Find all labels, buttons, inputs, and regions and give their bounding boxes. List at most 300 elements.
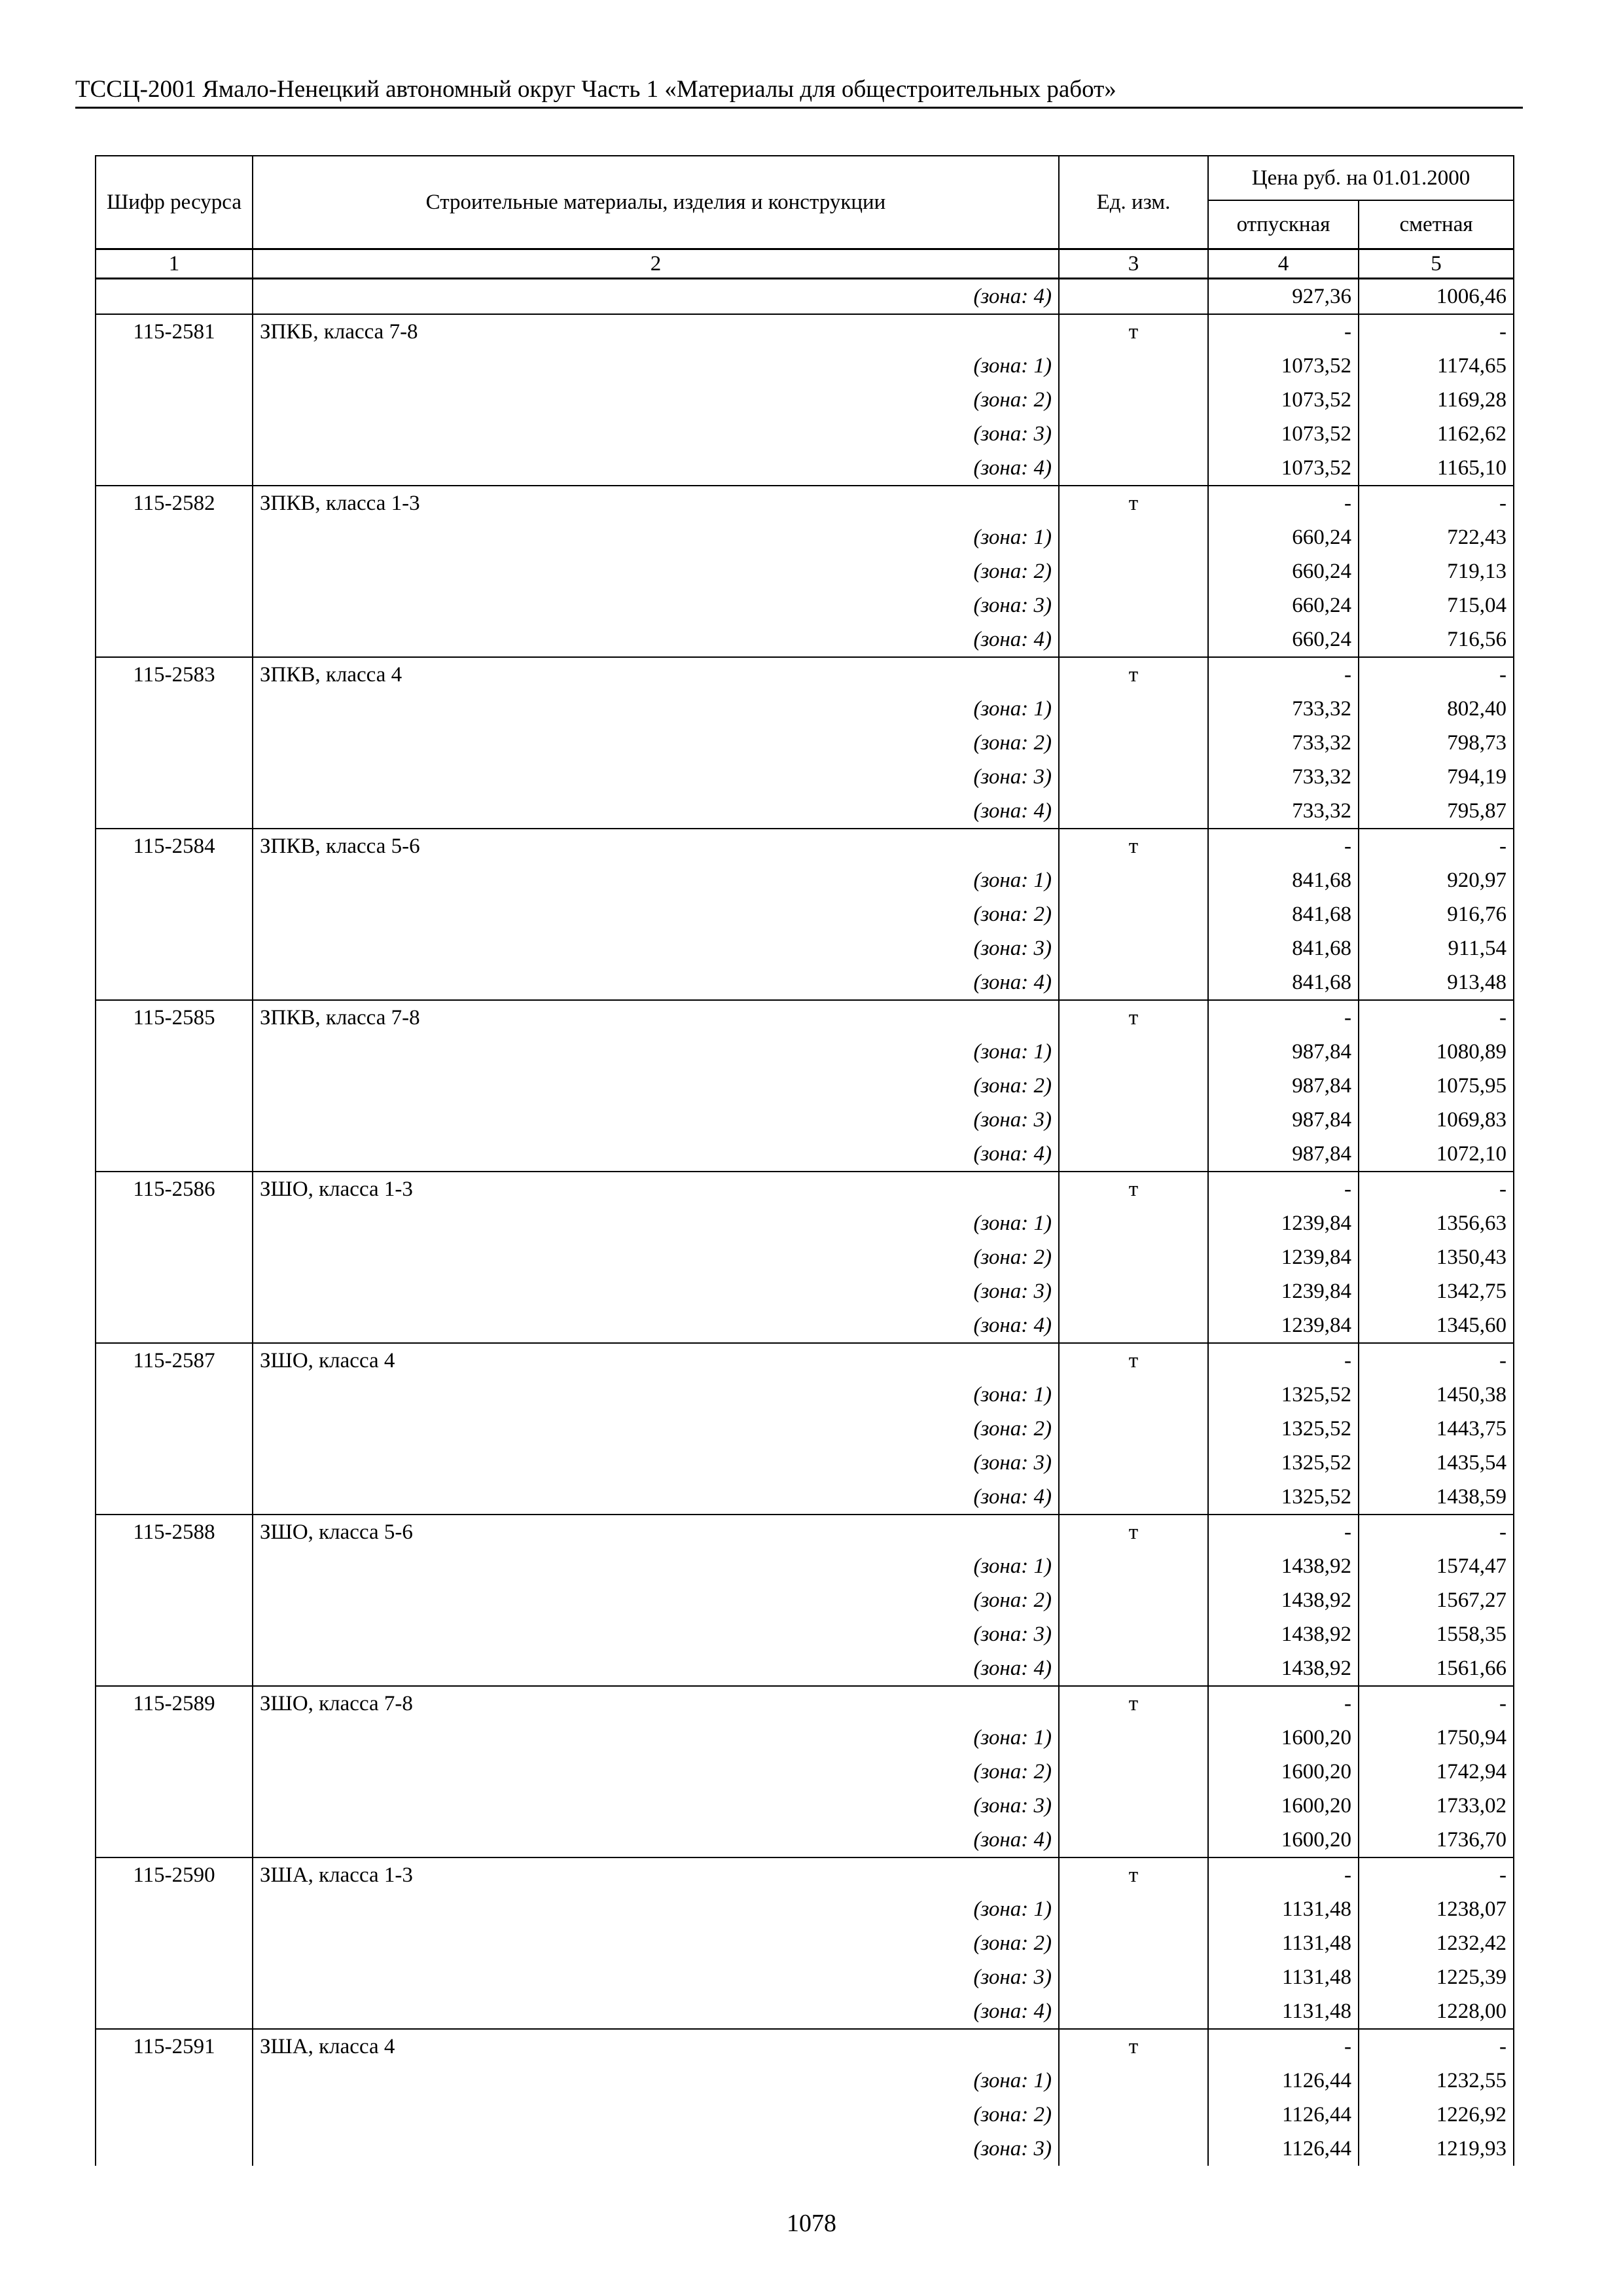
empty-code-cell	[96, 965, 253, 1000]
continuation-code-cell	[96, 279, 253, 315]
zone-row	[96, 726, 1514, 760]
zone-estimate-price: 1162,62	[1359, 417, 1514, 451]
zone-estimate-price: 911,54	[1359, 931, 1514, 965]
resource-code: 115-2588	[96, 1515, 253, 1549]
zone-label: (зона: 1)	[253, 1206, 1059, 1240]
unit-cell: т	[1059, 657, 1208, 692]
zone-release-price: 1600,20	[1208, 1789, 1359, 1823]
zone-estimate-price: 1342,75	[1359, 1274, 1514, 1308]
zone-estimate-price: 1174,65	[1359, 349, 1514, 383]
empty-unit-cell	[1059, 1617, 1208, 1651]
zone-estimate-price: 1733,02	[1359, 1789, 1514, 1823]
empty-unit-cell	[1059, 1480, 1208, 1515]
estimate-price: -	[1359, 1857, 1514, 1892]
estimate-price: -	[1359, 1000, 1514, 1035]
empty-unit-cell	[1059, 1035, 1208, 1069]
zone-label: (зона: 2)	[253, 1240, 1059, 1274]
zone-label: (зона: 2)	[253, 1069, 1059, 1103]
empty-code-cell	[96, 1035, 253, 1069]
unit-cell: т	[1059, 314, 1208, 349]
empty-unit-cell	[1059, 1892, 1208, 1926]
release-price: -	[1208, 657, 1359, 692]
estimate-price: -	[1359, 314, 1514, 349]
resource-code: 115-2589	[96, 1686, 253, 1721]
table-row	[96, 314, 1514, 349]
continuation-estimate: 1006,46	[1359, 279, 1514, 315]
zone-release-price: 1073,52	[1208, 451, 1359, 486]
empty-code-cell	[96, 1651, 253, 1686]
empty-unit-cell	[1059, 383, 1208, 417]
zone-release-price: 733,32	[1208, 692, 1359, 726]
empty-unit-cell	[1059, 2132, 1208, 2166]
zone-label: (зона: 3)	[253, 588, 1059, 622]
zone-estimate-price: 916,76	[1359, 897, 1514, 931]
zone-release-price: 1131,48	[1208, 1926, 1359, 1960]
zone-row	[96, 349, 1514, 383]
empty-unit-cell	[1059, 1823, 1208, 1857]
header-price-group: Цена руб. на 01.01.2000	[1208, 156, 1514, 200]
zone-estimate-price: 802,40	[1359, 692, 1514, 726]
empty-code-cell	[96, 1823, 253, 1857]
empty-code-cell	[96, 1378, 253, 1412]
empty-unit-cell	[1059, 451, 1208, 486]
zone-release-price: 987,84	[1208, 1103, 1359, 1137]
empty-code-cell	[96, 863, 253, 897]
release-price: -	[1208, 1343, 1359, 1378]
zone-estimate-price: 798,73	[1359, 726, 1514, 760]
zone-release-price: 733,32	[1208, 794, 1359, 829]
empty-unit-cell	[1059, 1103, 1208, 1137]
unit-cell: т	[1059, 1000, 1208, 1035]
zone-release-price: 1239,84	[1208, 1274, 1359, 1308]
header-rule	[75, 107, 1523, 109]
estimate-price: -	[1359, 1515, 1514, 1549]
estimate-price: -	[1359, 486, 1514, 520]
zone-release-price: 1073,52	[1208, 349, 1359, 383]
empty-unit-cell	[1059, 1069, 1208, 1103]
item-group	[96, 1343, 1514, 1515]
zone-estimate-price: 1574,47	[1359, 1549, 1514, 1583]
zone-row	[96, 1412, 1514, 1446]
zone-release-price: 660,24	[1208, 622, 1359, 657]
material-name: ЗШО, класса 4	[253, 1343, 1059, 1378]
item-group	[96, 2029, 1514, 2166]
material-name: ЗПКБ, класса 7-8	[253, 314, 1059, 349]
zone-row	[96, 1480, 1514, 1515]
continuation-zone: (зона: 4)	[253, 279, 1059, 315]
estimate-price: -	[1359, 829, 1514, 863]
empty-code-cell	[96, 383, 253, 417]
resource-code: 115-2582	[96, 486, 253, 520]
zone-label: (зона: 4)	[253, 1823, 1059, 1857]
empty-unit-cell	[1059, 1994, 1208, 2029]
zone-release-price: 1239,84	[1208, 1240, 1359, 1274]
zone-release-price: 1325,52	[1208, 1378, 1359, 1412]
zone-estimate-price: 1226,92	[1359, 2098, 1514, 2132]
material-name: ЗПКВ, класса 4	[253, 657, 1059, 692]
zone-release-price: 1600,20	[1208, 1721, 1359, 1755]
empty-code-cell	[96, 1755, 253, 1789]
zone-release-price: 1239,84	[1208, 1206, 1359, 1240]
zone-row	[96, 383, 1514, 417]
empty-code-cell	[96, 692, 253, 726]
zone-label: (зона: 1)	[253, 2064, 1059, 2098]
zone-label: (зона: 2)	[253, 897, 1059, 931]
unit-cell: т	[1059, 1172, 1208, 1206]
empty-code-cell	[96, 931, 253, 965]
zone-label: (зона: 4)	[253, 1308, 1059, 1343]
zone-row	[96, 1721, 1514, 1755]
empty-code-cell	[96, 1960, 253, 1994]
zone-estimate-price: 1238,07	[1359, 1892, 1514, 1926]
zone-row	[96, 1378, 1514, 1412]
zone-release-price: 1438,92	[1208, 1651, 1359, 1686]
zone-row	[96, 863, 1514, 897]
empty-unit-cell	[1059, 1960, 1208, 1994]
zone-row	[96, 1994, 1514, 2029]
zone-estimate-price: 1169,28	[1359, 383, 1514, 417]
item-group	[96, 1000, 1514, 1172]
zone-label: (зона: 3)	[253, 931, 1059, 965]
empty-code-cell	[96, 451, 253, 486]
empty-code-cell	[96, 1103, 253, 1137]
empty-code-cell	[96, 622, 253, 657]
zone-release-price: 1073,52	[1208, 383, 1359, 417]
empty-code-cell	[96, 897, 253, 931]
zone-row	[96, 1617, 1514, 1651]
zone-estimate-price: 1232,42	[1359, 1926, 1514, 1960]
material-name: ЗПКВ, класса 5-6	[253, 829, 1059, 863]
table-row	[96, 1857, 1514, 1892]
empty-unit-cell	[1059, 897, 1208, 931]
zone-release-price: 1438,92	[1208, 1583, 1359, 1617]
empty-unit-cell	[1059, 1137, 1208, 1172]
empty-unit-cell	[1059, 1789, 1208, 1823]
empty-code-cell	[96, 1721, 253, 1755]
empty-code-cell	[96, 2064, 253, 2098]
empty-unit-cell	[1059, 1308, 1208, 1343]
zone-label: (зона: 4)	[253, 1994, 1059, 2029]
estimate-price: -	[1359, 1172, 1514, 1206]
item-group	[96, 1515, 1514, 1686]
material-name: ЗШО, класса 1-3	[253, 1172, 1059, 1206]
zone-label: (зона: 2)	[253, 726, 1059, 760]
unit-cell: т	[1059, 1686, 1208, 1721]
empty-unit-cell	[1059, 349, 1208, 383]
resource-code: 115-2581	[96, 314, 253, 349]
table-row	[96, 829, 1514, 863]
zone-label: (зона: 2)	[253, 1926, 1059, 1960]
zone-label: (зона: 1)	[253, 1035, 1059, 1069]
zone-row	[96, 760, 1514, 794]
empty-code-cell	[96, 1240, 253, 1274]
zone-label: (зона: 1)	[253, 863, 1059, 897]
zone-release-price: 1325,52	[1208, 1480, 1359, 1515]
zone-release-price: 1239,84	[1208, 1308, 1359, 1343]
zone-release-price: 1438,92	[1208, 1617, 1359, 1651]
zone-label: (зона: 3)	[253, 1617, 1059, 1651]
zone-estimate-price: 1736,70	[1359, 1823, 1514, 1857]
zone-release-price: 1600,20	[1208, 1823, 1359, 1857]
empty-unit-cell	[1059, 1240, 1208, 1274]
zone-estimate-price: 1345,60	[1359, 1308, 1514, 1343]
zone-row	[96, 1549, 1514, 1583]
release-price: -	[1208, 314, 1359, 349]
zone-label: (зона: 3)	[253, 1274, 1059, 1308]
material-name: ЗША, класса 4	[253, 2029, 1059, 2064]
empty-code-cell	[96, 1274, 253, 1308]
zone-label: (зона: 2)	[253, 554, 1059, 588]
estimate-price: -	[1359, 2029, 1514, 2064]
continuation-row	[96, 279, 1514, 315]
zone-estimate-price: 1080,89	[1359, 1035, 1514, 1069]
zone-row	[96, 1892, 1514, 1926]
zone-release-price: 841,68	[1208, 863, 1359, 897]
resource-code: 115-2587	[96, 1343, 253, 1378]
empty-code-cell	[96, 1412, 253, 1446]
unit-cell: т	[1059, 1857, 1208, 1892]
zone-release-price: 841,68	[1208, 965, 1359, 1000]
zone-row	[96, 1823, 1514, 1857]
empty-code-cell	[96, 554, 253, 588]
zone-label: (зона: 4)	[253, 1137, 1059, 1172]
zone-estimate-price: 1435,54	[1359, 1446, 1514, 1480]
zone-label: (зона: 4)	[253, 1651, 1059, 1686]
zone-estimate-price: 722,43	[1359, 520, 1514, 554]
empty-code-cell	[96, 1206, 253, 1240]
zone-estimate-price: 1356,63	[1359, 1206, 1514, 1240]
zone-release-price: 1131,48	[1208, 1994, 1359, 2029]
zone-estimate-price: 1228,00	[1359, 1994, 1514, 2029]
empty-unit-cell	[1059, 1412, 1208, 1446]
zone-release-price: 987,84	[1208, 1035, 1359, 1069]
empty-code-cell	[96, 794, 253, 829]
header-code: Шифр ресурса	[96, 156, 253, 249]
empty-code-cell	[96, 1549, 253, 1583]
empty-code-cell	[96, 1308, 253, 1343]
empty-unit-cell	[1059, 692, 1208, 726]
empty-unit-cell	[1059, 1721, 1208, 1755]
empty-code-cell	[96, 2132, 253, 2166]
resource-code: 115-2585	[96, 1000, 253, 1035]
zone-release-price: 1126,44	[1208, 2098, 1359, 2132]
zone-label: (зона: 2)	[253, 2098, 1059, 2132]
zone-label: (зона: 3)	[253, 417, 1059, 451]
zone-label: (зона: 3)	[253, 760, 1059, 794]
empty-code-cell	[96, 417, 253, 451]
resource-code: 115-2591	[96, 2029, 253, 2064]
empty-unit-cell	[1059, 622, 1208, 657]
header-price-release: отпускная	[1208, 200, 1359, 249]
zone-row	[96, 1240, 1514, 1274]
zone-row	[96, 1789, 1514, 1823]
zone-row	[96, 554, 1514, 588]
header-name: Строительные материалы, изделия и конструкции	[253, 156, 1059, 249]
zone-label: (зона: 1)	[253, 520, 1059, 554]
empty-code-cell	[96, 1137, 253, 1172]
zone-estimate-price: 913,48	[1359, 965, 1514, 1000]
zone-row	[96, 2098, 1514, 2132]
unit-cell: т	[1059, 486, 1208, 520]
zone-estimate-price: 920,97	[1359, 863, 1514, 897]
zone-label: (зона: 1)	[253, 349, 1059, 383]
empty-unit-cell	[1059, 760, 1208, 794]
zone-release-price: 987,84	[1208, 1069, 1359, 1103]
empty-unit-cell	[1059, 1651, 1208, 1686]
zone-release-price: 1073,52	[1208, 417, 1359, 451]
continuation-release: 927,36	[1208, 279, 1359, 315]
col-number-3: 3	[1059, 249, 1208, 279]
material-name: ЗПКВ, класса 7-8	[253, 1000, 1059, 1035]
unit-cell: т	[1059, 1515, 1208, 1549]
table-row	[96, 1000, 1514, 1035]
zone-row	[96, 1960, 1514, 1994]
zone-release-price: 733,32	[1208, 760, 1359, 794]
zone-label: (зона: 3)	[253, 1789, 1059, 1823]
empty-unit-cell	[1059, 520, 1208, 554]
unit-cell: т	[1059, 1343, 1208, 1378]
zone-release-price: 841,68	[1208, 931, 1359, 965]
zone-label: (зона: 2)	[253, 1412, 1059, 1446]
empty-code-cell	[96, 1583, 253, 1617]
page-number: 1078	[787, 2210, 836, 2237]
zone-estimate-price: 1219,93	[1359, 2132, 1514, 2166]
zone-estimate-price: 1069,83	[1359, 1103, 1514, 1137]
zone-release-price: 733,32	[1208, 726, 1359, 760]
zone-row	[96, 897, 1514, 931]
zone-row	[96, 1651, 1514, 1686]
item-group	[96, 1686, 1514, 1857]
empty-unit-cell	[1059, 863, 1208, 897]
zone-estimate-price: 1443,75	[1359, 1412, 1514, 1446]
zone-release-price: 1325,52	[1208, 1412, 1359, 1446]
empty-code-cell	[96, 1446, 253, 1480]
estimate-price: -	[1359, 657, 1514, 692]
estimate-price: -	[1359, 1343, 1514, 1378]
resource-code: 115-2590	[96, 1857, 253, 1892]
item-group	[96, 1172, 1514, 1343]
empty-code-cell	[96, 1926, 253, 1960]
empty-code-cell	[96, 520, 253, 554]
estimate-price: -	[1359, 1686, 1514, 1721]
empty-code-cell	[96, 726, 253, 760]
table-row	[96, 1172, 1514, 1206]
zone-release-price: 1325,52	[1208, 1446, 1359, 1480]
zone-label: (зона: 4)	[253, 451, 1059, 486]
empty-unit-cell	[1059, 1206, 1208, 1240]
empty-code-cell	[96, 1994, 253, 2029]
header-unit: Ед. изм.	[1059, 156, 1208, 249]
zone-estimate-price: 1558,35	[1359, 1617, 1514, 1651]
table-row	[96, 486, 1514, 520]
zone-row	[96, 1206, 1514, 1240]
table-row	[96, 1343, 1514, 1378]
material-name: ЗПКВ, класса 1-3	[253, 486, 1059, 520]
col-number-1: 1	[96, 249, 253, 279]
zone-row	[96, 692, 1514, 726]
empty-code-cell	[96, 760, 253, 794]
zone-label: (зона: 2)	[253, 383, 1059, 417]
empty-code-cell	[96, 1789, 253, 1823]
item-group	[96, 829, 1514, 1000]
release-price: -	[1208, 1172, 1359, 1206]
unit-cell: т	[1059, 829, 1208, 863]
zone-label: (зона: 4)	[253, 1480, 1059, 1515]
zone-release-price: 1131,48	[1208, 1960, 1359, 1994]
resource-code: 115-2583	[96, 657, 253, 692]
zone-label: (зона: 4)	[253, 622, 1059, 657]
zone-label: (зона: 3)	[253, 1960, 1059, 1994]
release-price: -	[1208, 2029, 1359, 2064]
material-name: ЗШО, класса 5-6	[253, 1515, 1059, 1549]
zone-estimate-price: 1072,10	[1359, 1137, 1514, 1172]
zone-estimate-price: 1075,95	[1359, 1069, 1514, 1103]
empty-code-cell	[96, 349, 253, 383]
zone-estimate-price: 1450,38	[1359, 1378, 1514, 1412]
zone-row	[96, 1069, 1514, 1103]
zone-row	[96, 794, 1514, 829]
zone-release-price: 660,24	[1208, 520, 1359, 554]
item-group	[96, 657, 1514, 829]
zone-label: (зона: 2)	[253, 1755, 1059, 1789]
empty-unit-cell	[1059, 2064, 1208, 2098]
zone-release-price: 1131,48	[1208, 1892, 1359, 1926]
resource-code: 115-2586	[96, 1172, 253, 1206]
zone-row	[96, 2064, 1514, 2098]
zone-estimate-price: 716,56	[1359, 622, 1514, 657]
zone-row	[96, 1446, 1514, 1480]
item-group	[96, 486, 1514, 657]
zone-row	[96, 931, 1514, 965]
col-number-2: 2	[253, 249, 1059, 279]
empty-code-cell	[96, 1480, 253, 1515]
zone-release-price: 1600,20	[1208, 1755, 1359, 1789]
zone-estimate-price: 795,87	[1359, 794, 1514, 829]
zone-release-price: 987,84	[1208, 1137, 1359, 1172]
col-number-5: 5	[1359, 249, 1514, 279]
empty-unit-cell	[1059, 965, 1208, 1000]
zone-row	[96, 520, 1514, 554]
empty-unit-cell	[1059, 1378, 1208, 1412]
release-price: -	[1208, 486, 1359, 520]
zone-label: (зона: 1)	[253, 1378, 1059, 1412]
zone-row	[96, 1103, 1514, 1137]
zone-label: (зона: 4)	[253, 794, 1059, 829]
zone-row	[96, 622, 1514, 657]
release-price: -	[1208, 1000, 1359, 1035]
zone-row	[96, 1274, 1514, 1308]
zone-estimate-price: 719,13	[1359, 554, 1514, 588]
zone-row	[96, 965, 1514, 1000]
zone-estimate-price: 794,19	[1359, 760, 1514, 794]
empty-unit-cell	[1059, 1926, 1208, 1960]
material-name: ЗША, класса 1-3	[253, 1857, 1059, 1892]
empty-unit-cell	[1059, 1446, 1208, 1480]
zone-release-price: 1126,44	[1208, 2064, 1359, 2098]
zone-release-price: 660,24	[1208, 554, 1359, 588]
empty-unit-cell	[1059, 1549, 1208, 1583]
unit-cell: т	[1059, 2029, 1208, 2064]
zone-label: (зона: 1)	[253, 1721, 1059, 1755]
zone-estimate-price: 1232,55	[1359, 2064, 1514, 2098]
table-row	[96, 2029, 1514, 2064]
empty-code-cell	[96, 1069, 253, 1103]
item-group	[96, 1857, 1514, 2029]
price-table	[95, 155, 1514, 2166]
empty-code-cell	[96, 1892, 253, 1926]
zone-row	[96, 1755, 1514, 1789]
empty-unit-cell	[1059, 417, 1208, 451]
